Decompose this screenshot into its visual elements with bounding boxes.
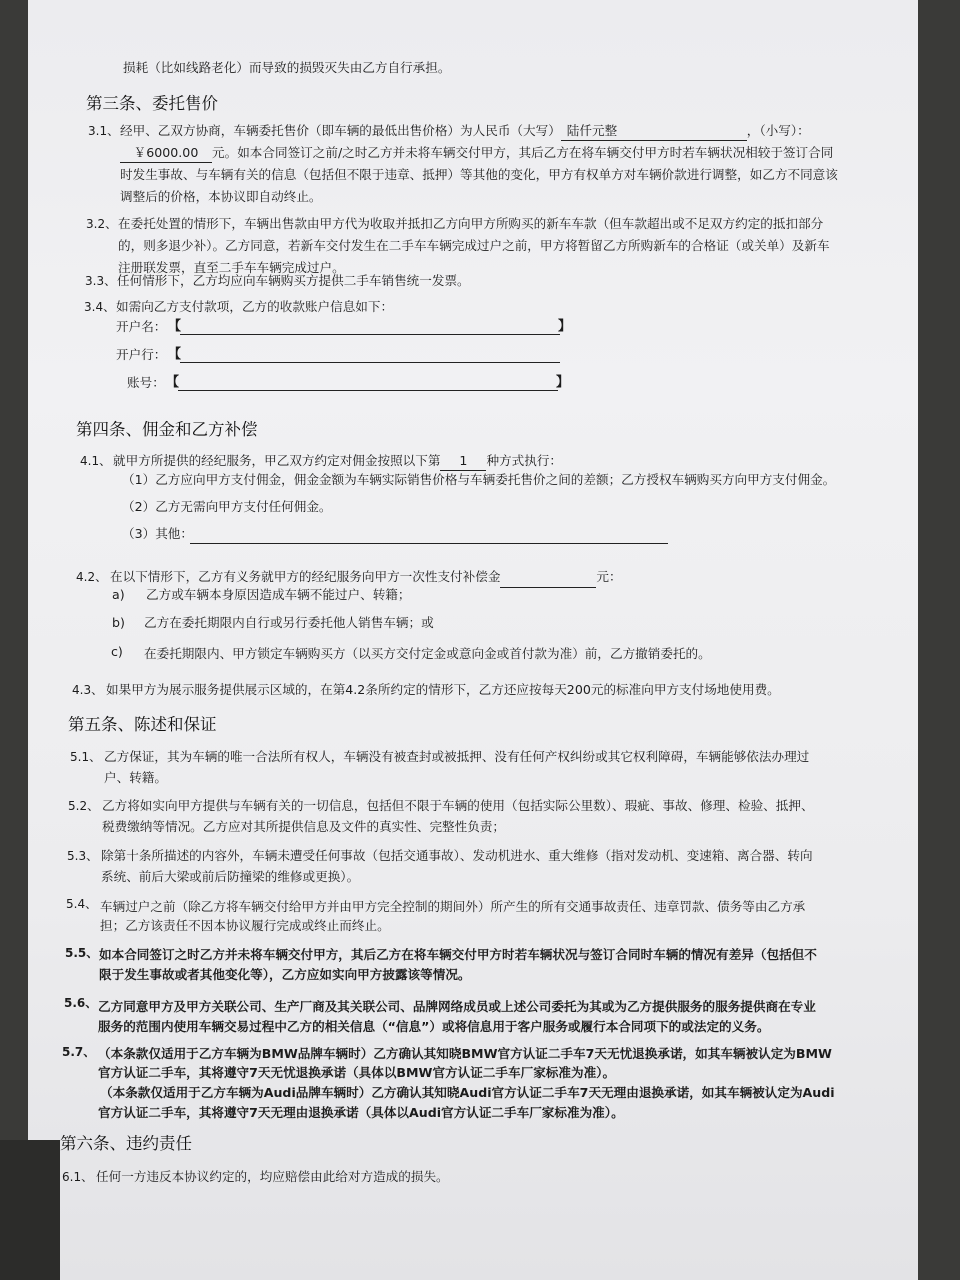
- clause-3-2-line-1: 在委托处置的情形下，车辆出售款由甲方代为收取并抵扣乙方向甲方所购买的新车车款（但车款超出或不足双方约定的抵扣部分: [118, 216, 824, 231]
- clause-4-1-number: 4.1、: [80, 454, 112, 468]
- clause-3-2-line-2: 的，则多退少补）。乙方同意，若新车交付发生在二手车车辆完成过户之前，甲方将暂留乙方所购新车的合格证（或关单）及新车: [118, 238, 830, 253]
- clause-5-2-line-1: 乙方将如实向甲方提供与车辆有关的一切信息，包括但不限于车辆的使用（包括实际公里数）、瑕疵、事故、修理、检验、抵押、: [102, 798, 814, 813]
- clause-3-2-line-3: 注册联发票，直至二手车车辆完成过户。: [118, 260, 345, 275]
- clause-5-7-line-4: 官方认证二手车，其将遵守7天无理由退换承诺（具体以Audi官方认证二手车厂家标准为准）。: [98, 1105, 624, 1120]
- clause-3-1-line-1: [120, 120, 810, 142]
- account-name-bracket-open: 【: [168, 319, 182, 334]
- clause-3-4-number: 3.4、: [84, 300, 116, 314]
- clause-3-1-line-3: 时发生事故、与车辆有关的信息（包括但不限于违章、抵押）等其他的变化，甲方有权单方对车辆价款进行调整，如乙方不同意该: [120, 167, 838, 182]
- account-number-bracket-close: 】: [556, 375, 570, 390]
- account-number-bracket-open: 【: [166, 375, 180, 390]
- option-1: （1）乙方应向甲方支付佣金，佣金金额为车辆实际销售价格与车辆委托售价之间的差额；乙方授权车辆购买方向甲方支付佣金。: [122, 472, 836, 487]
- clause-5-3-number: 5.3、: [67, 849, 99, 863]
- clause-5-6-line-1: 乙方同意甲方及甲方关联公司、生产厂商及其关联公司、品牌网络成员或上述公司委托为其或为乙方提供服务的服务提供商在专业: [98, 999, 816, 1014]
- clause-4-3-line-1: 如果甲方为展示服务提供展示区域的，在第4.2条所约定的情形下，乙方还应按每天200元的标准向甲方支付场地使用费。: [106, 682, 780, 697]
- option-2: （2）乙方无需向甲方支付任何佣金。: [122, 499, 332, 514]
- amount-upper-field[interactable]: 陆仟元整: [561, 122, 747, 141]
- clause-5-2-number: 5.2、: [68, 799, 100, 813]
- clause-5-4-number: 5.4、: [66, 897, 98, 911]
- clause-5-7-line-3: （本条款仅适用于乙方车辆为Audi品牌车辆时）乙方确认其知晓Audi官方认证二手车7天无理由退换承诺，如其车辆被认定为Audi: [100, 1085, 835, 1100]
- commission-choice-field[interactable]: 1: [440, 452, 486, 471]
- account-number-field[interactable]: [178, 390, 558, 391]
- option-3: （3）其他：: [122, 526, 193, 541]
- clause-5-1-line-1: 乙方保证，其为车辆的唯一合法所有权人，车辆没有被查封或被抵押、没有任何产权纠纷或其它权利障碍，车辆能够依法办理过: [104, 749, 810, 764]
- clause-5-6-line-2: 服务的范围内使用车辆交易过程中乙方的相关信息（“信息”）或将信息用于客户服务或履行本合同项下的或法定的义务。: [98, 1019, 770, 1034]
- clause-3-1-line-2-text: 元。如本合同签订之前/之时乙方并未将车辆交付甲方，其后乙方在将车辆交付甲方时若车辆状况相较于签订合同: [212, 145, 834, 160]
- clause-5-6-number: 5.6、: [64, 996, 98, 1010]
- item-a-label: a): [112, 587, 125, 602]
- clause-5-3-line-2: 系统、前后大梁或前后防撞梁的维修或更换）。: [101, 869, 360, 884]
- item-b-label: b): [112, 615, 125, 630]
- item-c-label: c): [111, 644, 123, 659]
- item-a: 乙方或车辆本身原因造成车辆不能过户、转籍；: [146, 587, 411, 602]
- amount-lower-field[interactable]: ￥6000.00: [120, 144, 212, 163]
- clause-5-4-line-2: 担；乙方该责任不因本协议履行完成或终止而终止。: [100, 918, 390, 933]
- account-number-label: 账号：: [127, 375, 165, 390]
- clause-3-1-number: 3.1、: [88, 124, 120, 138]
- clause-3-1-line-2: [120, 142, 833, 164]
- compensation-amount-field[interactable]: [500, 569, 596, 588]
- clause-5-5-line-2: 限于发生事故或者其他变化等），乙方应如实向甲方披露该等情况。: [99, 967, 471, 982]
- clause-5-5-line-1: 如本合同签订之时乙方并未将车辆交付甲方，其后乙方在将车辆交付甲方时若车辆状况与签订合同时车辆的情况有差异（包括但不: [99, 947, 817, 962]
- section-6-heading: 第六条、违约责任: [60, 1134, 192, 1153]
- option-3-field[interactable]: [190, 543, 668, 544]
- clause-4-1-line-1-post: 种方式执行：: [486, 453, 562, 468]
- section-5-heading: 第五条、陈述和保证: [68, 715, 217, 734]
- clause-4-2-line-1-post: 元：: [596, 569, 622, 584]
- clause-4-3-number: 4.3、: [72, 683, 104, 697]
- clause-3-3-line-1: 任何情形下，乙方均应向车辆购买方提供二手车销售统一发票。: [117, 273, 470, 288]
- bank-bracket-open: 【: [168, 347, 182, 362]
- clause-3-1-line-4: 调整后的价格，本协议即自动终止。: [120, 189, 322, 204]
- section-4-heading: 第四条、佣金和乙方补偿: [76, 420, 258, 439]
- clause-5-7-line-1: （本条款仅适用于乙方车辆为BMW品牌车辆时）乙方确认其知晓BMW官方认证二手车7天无忧退换承诺，如其车辆被认定为BMW: [98, 1046, 832, 1061]
- bank-label: 开户行：: [116, 347, 167, 362]
- clause-4-2-line-1-pre: 在以下情形下，乙方有义务就甲方的经纪服务向甲方一次性支付补偿金: [110, 569, 501, 584]
- clause-3-2-number: 3.2、: [86, 217, 118, 231]
- item-b: 乙方在委托期限内自行或另行委托他人销售车辆；或: [144, 615, 434, 630]
- clause-3-4-line-1: 如需向乙方支付款项，乙方的收款账户信息如下：: [116, 299, 394, 314]
- account-name-field[interactable]: [180, 334, 560, 335]
- clause-4-2-number: 4.2、: [76, 570, 108, 584]
- bank-field[interactable]: [180, 362, 560, 363]
- clause-5-4-line-1: 车辆过户之前（除乙方将车辆交付给甲方并由甲方完全控制的期间外）所产生的所有交通事故责任、违章罚款、债务等由乙方承: [100, 899, 806, 914]
- clause-5-1-line-2: 户、转籍。: [104, 770, 167, 785]
- clause-4-1-line-1-pre: 就甲方所提供的经纪服务，甲乙双方约定对佣金按照以下第: [113, 453, 441, 468]
- clause-3-1-line-1-pre: 经甲、乙双方协商，车辆委托售价（即车辆的最低出售价格）为人民币（大写）: [120, 123, 561, 138]
- background-desk: [0, 1140, 60, 1280]
- clause-5-5-number: 5.5、: [65, 946, 99, 960]
- clause-5-1-number: 5.1、: [70, 750, 102, 764]
- section-3-heading: 第三条、委托售价: [86, 94, 218, 113]
- account-name-label: 开户名：: [116, 319, 167, 334]
- clause-3-3-number: 3.3、: [85, 274, 117, 288]
- carryover-line: 损耗（比如线路老化）而导致的损毁灭失由乙方自行承担。: [123, 60, 451, 75]
- clause-5-3-line-1: 除第十条所描述的内容外，车辆未遭受任何事故（包括交通事故）、发动机进水、重大维修（指对发动机、变速箱、离合器、转向: [101, 848, 813, 863]
- account-name-bracket-close: 】: [558, 319, 572, 334]
- item-c: 在委托期限内、甲方锁定车辆购买方（以买方交付定金或意向金或首付款为准）前，乙方撤销委托的。: [144, 646, 711, 661]
- clause-5-7-number: 5.7、: [62, 1045, 96, 1059]
- clause-6-1-line-1: 任何一方违反本协议约定的，均应赔偿由此给对方造成的损失。: [96, 1169, 449, 1184]
- clause-6-1-number: 6.1、: [62, 1170, 94, 1184]
- clause-3-1-line-1-post: ，（小写）：: [746, 123, 810, 138]
- clause-5-7-line-2: 官方认证二手车，其将遵守7天无忧退换承诺（具体以BMW官方认证二手车厂家标准为准）。: [98, 1065, 616, 1080]
- clause-5-2-line-2: 税费缴纳等情况。乙方应对其所提供信息及文件的真实性、完整性负责；: [102, 819, 505, 834]
